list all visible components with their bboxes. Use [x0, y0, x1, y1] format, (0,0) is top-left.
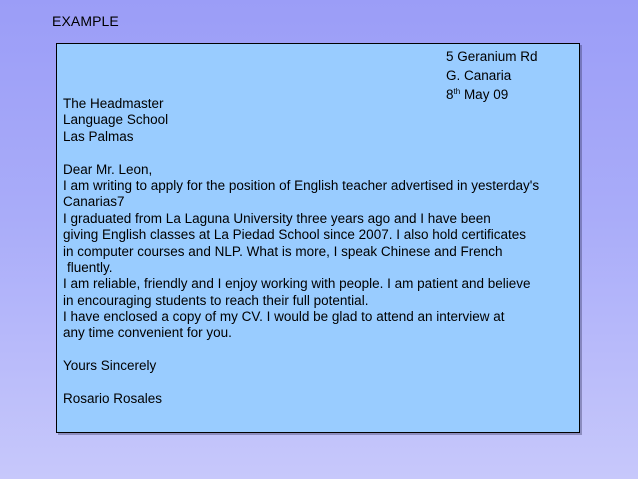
body-line: in encouraging students to reach their full potential. [63, 292, 369, 308]
date-day: 8 [446, 87, 454, 102]
body-line: any time convenient for you. [63, 325, 232, 341]
body-line: I graduated from La Laguna University three years ago and I have been [63, 210, 491, 226]
letter-body [63, 96, 583, 407]
recipient-line: Las Palmas [63, 128, 134, 144]
body-line: I am writing to apply for the position of English teacher advertised in yesterday's [63, 177, 540, 193]
body-line: I am reliable, friendly and I enjoy working with people. I am patient and believe [63, 276, 531, 292]
address-line-1: 5 Geranium Rd [446, 49, 538, 64]
body-line: giving English classes at La Piedad School since 2007. I also hold certificates [63, 227, 527, 243]
body-line: in computer courses and NLP. What is more, I speak Chinese and French [63, 243, 503, 259]
recipient-line: The Headmaster [63, 96, 164, 111]
address-line-2: G. Canaria [446, 68, 512, 83]
signature: Rosario Rosales [63, 391, 163, 407]
salutation: Dear Mr. Leon, [63, 161, 153, 177]
date-suffix: th [453, 87, 461, 96]
body-line: fluently. [67, 259, 113, 275]
date-month-year: May 09 [460, 87, 509, 102]
recipient-line: Language School [63, 112, 169, 128]
body-line: I have enclosed a copy of my CV. I would be glad to attend an interview at [63, 309, 505, 325]
slide-title: EXAMPLE [52, 13, 119, 29]
closing: Yours Sincerely [63, 358, 157, 374]
body-line: Canarias7 [63, 194, 125, 210]
